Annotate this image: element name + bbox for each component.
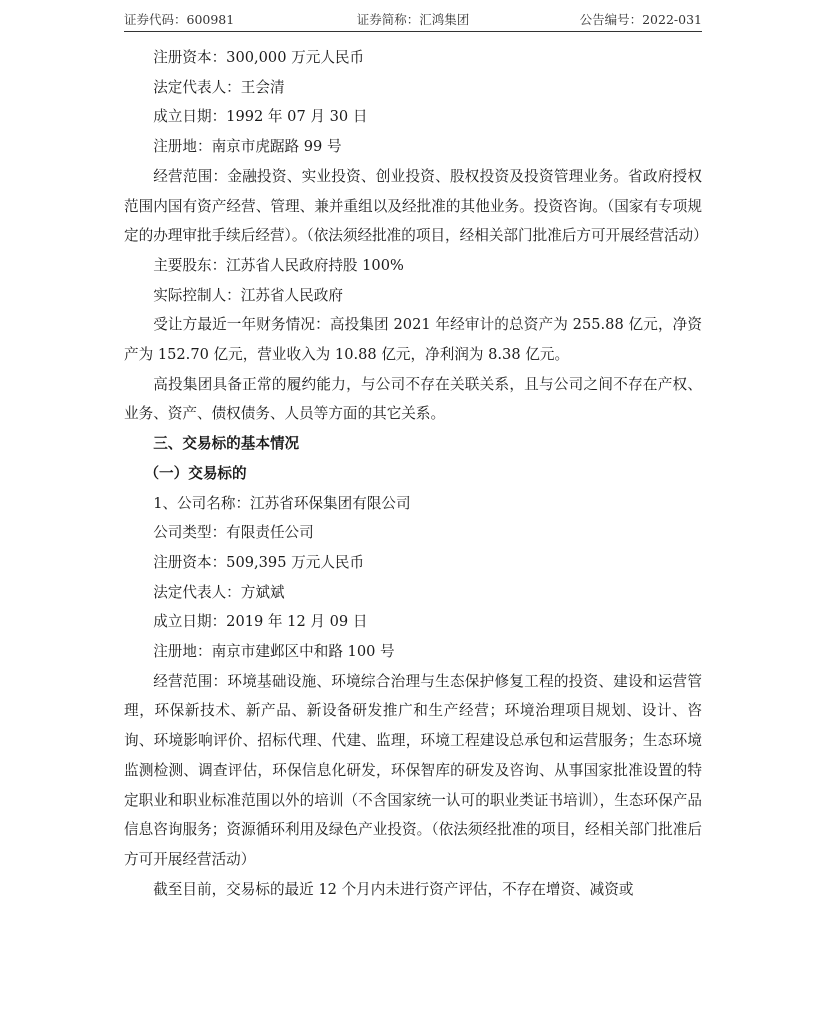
paragraph: 注册资本：509,395 万元人民币 (153, 553, 365, 571)
document-body (124, 43, 708, 904)
paragraph: 注册资本：300,000 万元人民币 (153, 49, 365, 66)
section-heading: 三、交易标的基本情况 (153, 435, 300, 453)
paragraph: 截至目前，交易标的最近 12 个月内未进行资产评估，不存在增资、减资或 (153, 880, 634, 898)
subsection-heading: （一）交易标的 (144, 464, 247, 482)
page-header (124, 10, 702, 30)
paragraph: 经营范围：环境基础设施、环境综合治理与生态保护修复工程的投资、建设和运营管理，环保新技术、新产品、新设备研发推广和生产经营；环境治理项目规划、设计、咨询、环境影响评价、招标代理、代建、监理，环境工程建设总承包和运营服务；生态环境监测检测、调查评估，环保信息化研发，环保智库的研发及咨询、从事国家批准设置的特定职业和职业标准范围以外的培训（不含国家统一认可的职业类证书培训），生态环保产品信息咨询服务；资源循环利用及绿色产业投资。（依法须经批准的项目，经相关部门批准后方可开展经营活动） (124, 672, 702, 868)
stock-code: 证券代码：600981 (124, 12, 235, 27)
paragraph: 1、公司名称：江苏省环保集团有限公司 (153, 494, 411, 512)
header-rule (124, 31, 702, 32)
paragraph: 法定代表人：王会清 (153, 78, 285, 96)
paragraph: 法定代表人：方斌斌 (153, 583, 285, 601)
paragraph: 实际控制人：江苏省人民政府 (153, 286, 343, 304)
stock-abbreviation: 证券简称：汇鸿集团 (356, 12, 470, 27)
paragraph: 成立日期：1992 年 07 月 30 日 (153, 108, 368, 126)
paragraph: 公司类型：有限责任公司 (153, 524, 314, 542)
paragraph: 成立日期：2019 年 12 月 09 日 (153, 613, 368, 631)
paragraph: 高投集团具备正常的履约能力，与公司不存在关联关系，且与公司之间不存在产权、业务、资产、债权债务、人员等方面的其它关系。 (124, 375, 702, 423)
paragraph: 主要股东：江苏省人民政府持股 100% (153, 256, 404, 274)
paragraph: 受让方最近一年财务情况：高投集团 2021 年经审计的总资产为 255.88 亿元，净资产为 152.70 亿元，营业收入为 10.88 亿元，净利润为 8.38 亿元。 (124, 316, 702, 364)
paragraph: 经营范围：金融投资、实业投资、创业投资、股权投资及投资管理业务。省政府授权范围内国有资产经营、管理、兼并重组以及经批准的其他业务。投资咨询。（国家有专项规定的办理审批手续后经营）。（依法须经批准的项目，经相关部门批准后方可开展经营活动） (124, 167, 708, 245)
paragraph: 注册地：南京市建邺区中和路 100 号 (153, 643, 395, 661)
announcement-number: 公告编号：2022-031 (579, 12, 702, 27)
paragraph: 注册地：南京市虎踞路 99 号 (153, 138, 342, 156)
